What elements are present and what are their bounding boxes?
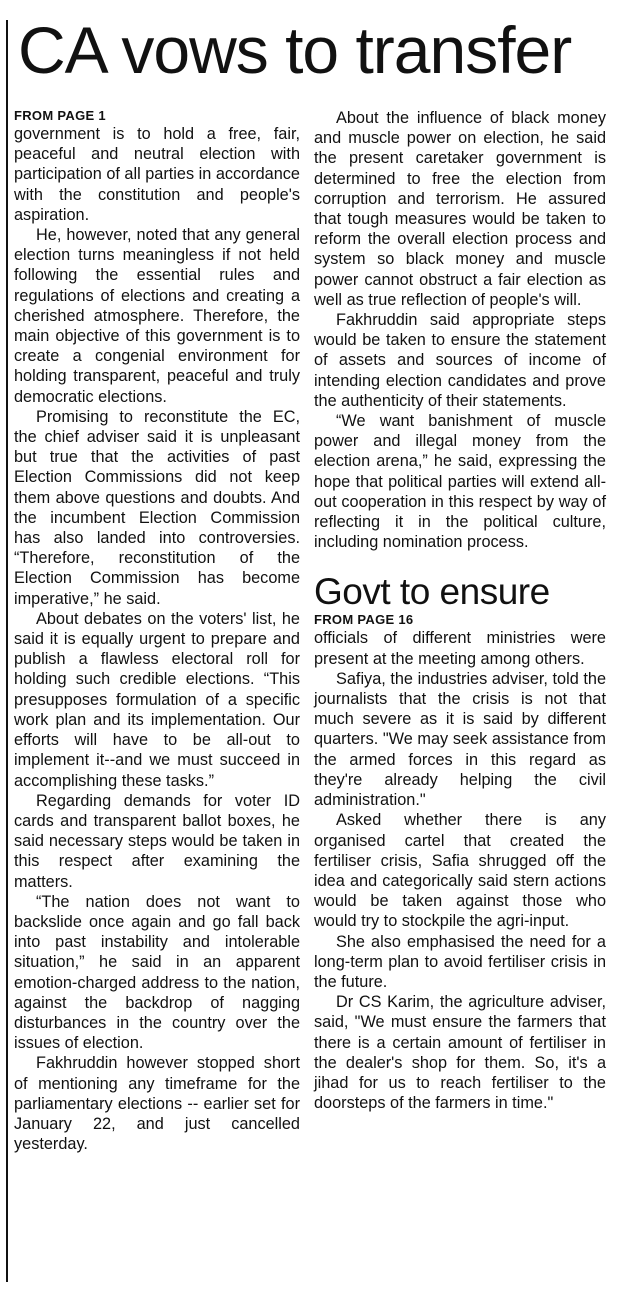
- paragraph: Regarding demands for voter ID cards and transparent ballot boxes, he said necessary steps would be taken in this respect after examining the matters.: [14, 791, 300, 891]
- headline: CA vows to transfer: [18, 13, 572, 87]
- paragraph: Fakhruddin said appropriate steps would be taken to ensure the statement of assets and sources of income of intending election candidates and prove the authenticity of their statements.: [314, 311, 606, 410]
- right-column: [314, 108, 606, 1113]
- column-rule: [6, 20, 8, 1282]
- paragraph: Dr CS Karim, the agriculture adviser, said, "We must ensure the farmers that there is a certain amount of fertiliser in the dealer's shop for them. So, it's a jihad for us to reach fertiliser to the doorsteps of the farmers in time.": [314, 993, 606, 1113]
- paragraph: Fakhruddin however stopped short of mentioning any timeframe for the parliamentary elections -- earlier set for January 22, and just cancelled yesterday.: [14, 1054, 300, 1154]
- paragraph: He, however, noted that any general election turns meaningless if not held following the essential rules and regulations of elections and creating a cherished atmosphere. Therefore, the main objective of this government is to create a congenial environment for holding transparent, peaceful and truly democratic elections.: [14, 226, 300, 406]
- paragraph: About the influence of black money and muscle power on election, he said the present caretaker government is determined to free the election from corruption and terrorism. He assured that tough measures would be taken to reform the overall election process and system so black money and muscle power cannot obstruct a fair election as well as true reflection of people's will.: [314, 109, 606, 309]
- paragraph: She also emphasised the need for a long-term plan to avoid fertiliser crisis in the future.: [314, 932, 606, 991]
- jump-line: FROM PAGE 16: [314, 612, 414, 628]
- paragraph: Asked whether there is any organised cartel that created the fertiliser crisis, Safia shrugged off the idea and categorically said stern actions would be taken against those who would try to stockpile the agri-input.: [314, 811, 606, 931]
- paragraph: Safiya, the industries adviser, told the journalists that the crisis is not that much severe as it is said by different quarters. "We may seek assistance from the armed forces in this regard as they're already helping the civil administration.": [314, 669, 606, 810]
- jump-line: FROM PAGE 1: [14, 108, 106, 123]
- paragraph: “The nation does not want to backslide once again and go fall back into past instability and intolerable situation,” he said in an apparent emotion-charged address to the nation, against the backdrop of nagging disturbances in the country over the issues of election.: [14, 892, 300, 1053]
- paragraph: About debates on the voters' list, he said it is equally urgent to prepare and publish a flawless electoral roll for holding such credible elections. “This presupposes formulation of a specific work plan and its implementation. Our efforts will have to be all-out to implement it--and we must succeed in accomplishing these tasks.”: [14, 609, 300, 790]
- paragraph: “We want banishment of muscle power and illegal money from the election arena,” he said, expressing the hope that political parties will extend all-out cooperation in this respect by way of reflecting it in the political culture, including nomination process.: [314, 412, 606, 552]
- story1-left-column: [14, 108, 300, 1154]
- paragraph: government is to hold a free, fair, peaceful and neutral election with participation of all parties in accordance with the constitution and people's aspiration.: [14, 125, 300, 224]
- paragraph: officials of different ministries were present at the meeting among others.: [314, 629, 606, 668]
- paragraph: Promising to reconstitute the EC, the chief adviser said it is unpleasant but true that the activities of past Election Commissions did not keep them above questions and doubts. And the incumbent Election Commission has also landed into controversies. “Therefore, reconstitution of the Election Commission has become imperative,” he said.: [14, 407, 300, 608]
- second-headline: Govt to ensure: [314, 571, 550, 613]
